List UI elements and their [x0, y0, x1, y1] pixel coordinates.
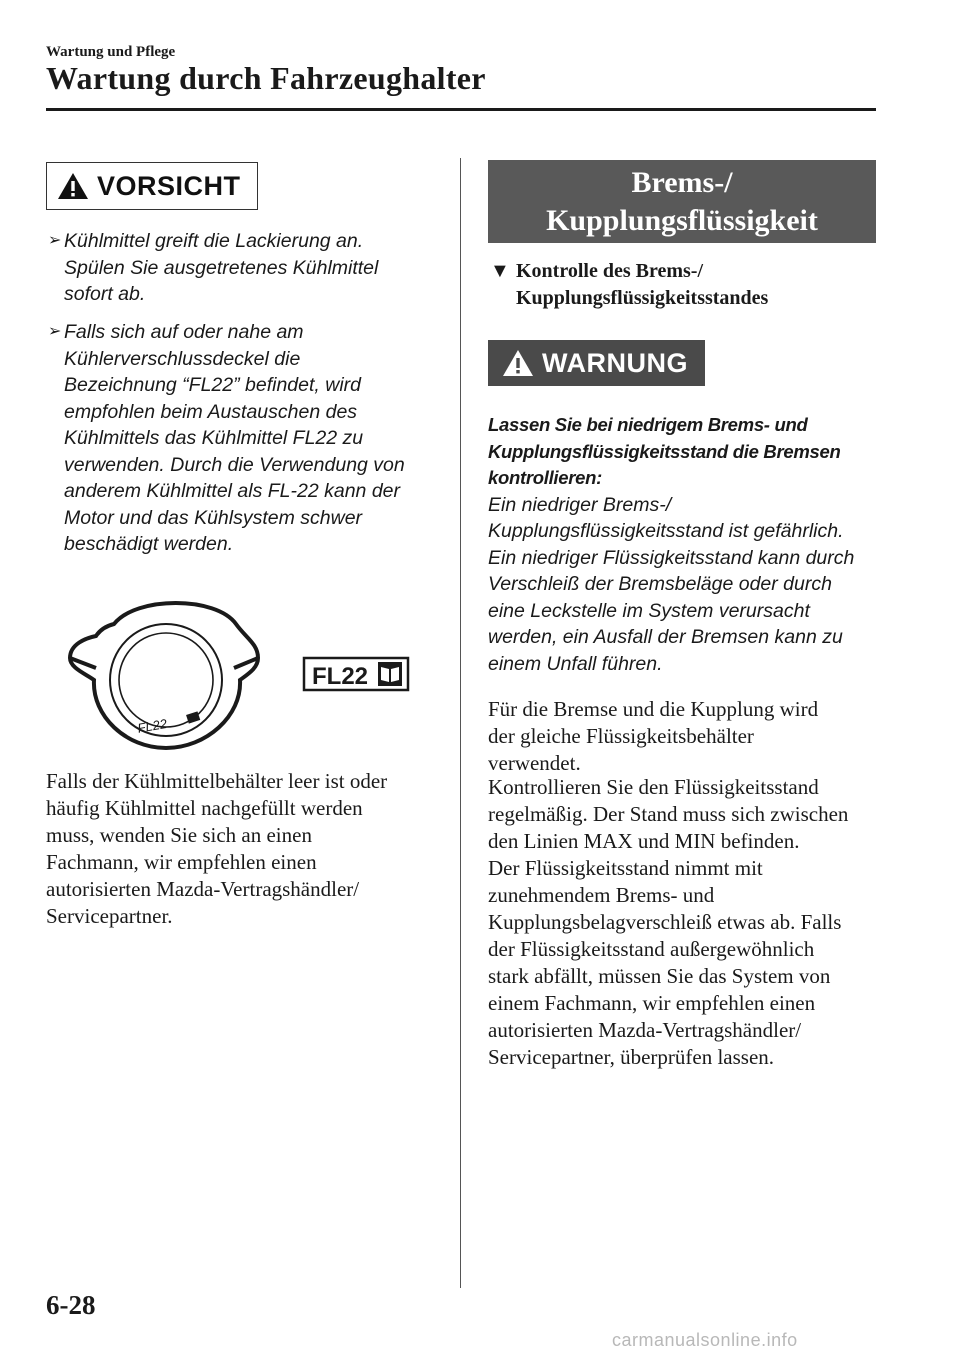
text-line: Kupplungsflüssigkeitsstand ist gefährlich.	[488, 520, 844, 542]
warning-label: WARNUNG	[542, 347, 688, 378]
text-line: Kühlmittels das Kühlmittel FL22 zu	[64, 427, 364, 449]
text-line: Falls der Kühlmittelbehälter leer ist oder	[46, 769, 388, 793]
text-line: empfohlen beim Austauschen des	[64, 400, 358, 423]
text-line: stark abfällt, müssen Sie das System von	[488, 964, 831, 988]
text-line: verwenden. Durch die Verwendung von	[64, 453, 405, 476]
text-line: Kupplungsbelagverschleiß etwas ab. Falls	[488, 910, 842, 934]
text-line: Bezeichnung “FL22” befindet, wird	[64, 374, 362, 396]
warning-triangle-icon	[502, 349, 534, 377]
page-number: 6-28	[46, 1290, 96, 1320]
text-line: anderem Kühlmittel als FL-22 kann der	[64, 480, 401, 502]
warning-text	[488, 412, 878, 677]
warning-triangle-icon	[57, 172, 89, 200]
text-line: Kontrolle des Brems-/	[516, 260, 704, 282]
text-line: Kupplungsflüssigkeitsstand die Bremsen	[488, 440, 841, 462]
text-line: Der Flüssigkeitsstand nimmt mit	[488, 856, 763, 880]
section-title-line-2: Kupplungsflüssigkeit	[546, 204, 818, 237]
text-line: muss, wenden Sie sich an einen	[46, 823, 312, 847]
arrow-bullet-icon: ➢	[48, 323, 62, 340]
text-line: kontrollieren:	[488, 467, 603, 488]
text-line: sofort ab.	[64, 283, 146, 305]
text-line: Spülen Sie ausgetretenes Kühlmittel	[64, 256, 379, 279]
text-line: regelmäßig. Der Stand muss sich zwischen	[488, 802, 849, 826]
text-line: Kontrollieren Sie den Flüssigkeitsstand	[488, 775, 819, 799]
section-banner	[488, 160, 876, 243]
text-line: den Linien MAX und MIN befinden.	[488, 829, 800, 853]
caution-bullet-2	[48, 319, 428, 558]
caution-label: VORSICHT	[97, 170, 241, 201]
column-divider	[460, 158, 461, 1288]
coolant-paragraph	[46, 768, 446, 930]
subsection-heading	[490, 258, 870, 312]
text-line: Falls sich auf oder nahe am	[64, 321, 304, 343]
text-line: Kühlmittel greift die Lackierung an.	[64, 230, 364, 252]
caution-box	[46, 162, 258, 210]
text-line: der gleiche Flüssigkeitsbehälter	[488, 724, 754, 748]
caution-bullet-1	[48, 228, 428, 308]
text-line: verwendet.	[488, 751, 581, 775]
section-title-line-1: Brems-/	[631, 166, 733, 199]
text-line: der Flüssigkeitsstand außergewöhnlich	[488, 937, 815, 961]
text-line: autorisierten Mazda-Vertragshändler/	[46, 877, 360, 901]
breadcrumb: Wartung und Pflege	[46, 44, 176, 60]
triangle-down-icon: ▼	[490, 260, 510, 282]
title-rule	[46, 108, 876, 111]
text-line: Lassen Sie bei niedrigem Brems- und	[488, 414, 808, 435]
cap-embossed-text: FL22	[136, 715, 169, 736]
text-line: Motor und das Kühlsystem schwer	[64, 506, 363, 529]
text-line: Kupplungsflüssigkeitsstandes	[516, 287, 769, 309]
text-line: Ein niedriger Flüssigkeitsstand kann durch	[488, 546, 855, 569]
text-line: Ein niedriger Brems-/	[488, 493, 672, 516]
text-line: eine Leckstelle im System verursacht	[488, 599, 810, 622]
watermark: carmanualsonline.info	[612, 1330, 798, 1350]
text-line: werden, ein Ausfall der Bremsen kann zu	[488, 626, 843, 648]
level-check-paragraph	[488, 774, 888, 1071]
text-line: autorisierten Mazda-Vertragshändler/	[488, 1018, 802, 1042]
radiator-cap-figure	[46, 596, 426, 756]
text-line: beschädigt werden.	[64, 533, 234, 555]
text-line: zunehmendem Brems- und	[488, 883, 715, 907]
text-line: Verschleiß der Bremsbeläge oder durch	[488, 573, 832, 595]
text-line: Fachmann, wir empfehlen einen	[46, 850, 317, 874]
text-line: einem Unfall führen.	[488, 652, 663, 675]
reservoir-paragraph	[488, 696, 888, 777]
text-line: Kühlerverschlussdeckel die	[64, 347, 301, 370]
arrow-bullet-icon: ➢	[48, 232, 62, 249]
text-line: häufig Kühlmittel nachgefüllt werden	[46, 796, 363, 820]
text-line: einem Fachmann, wir empfehlen einen	[488, 991, 816, 1015]
book-icon	[378, 662, 402, 686]
fl22-label	[304, 658, 408, 690]
text-line: Servicepartner, überprüfen lassen.	[488, 1045, 775, 1069]
text-line: Servicepartner.	[46, 904, 173, 928]
warning-box	[488, 340, 705, 386]
fl22-label-text: FL22	[312, 663, 369, 690]
page-title: Wartung durch Fahrzeughalter	[46, 60, 486, 96]
text-line: Für die Bremse und die Kupplung wird	[488, 697, 819, 721]
